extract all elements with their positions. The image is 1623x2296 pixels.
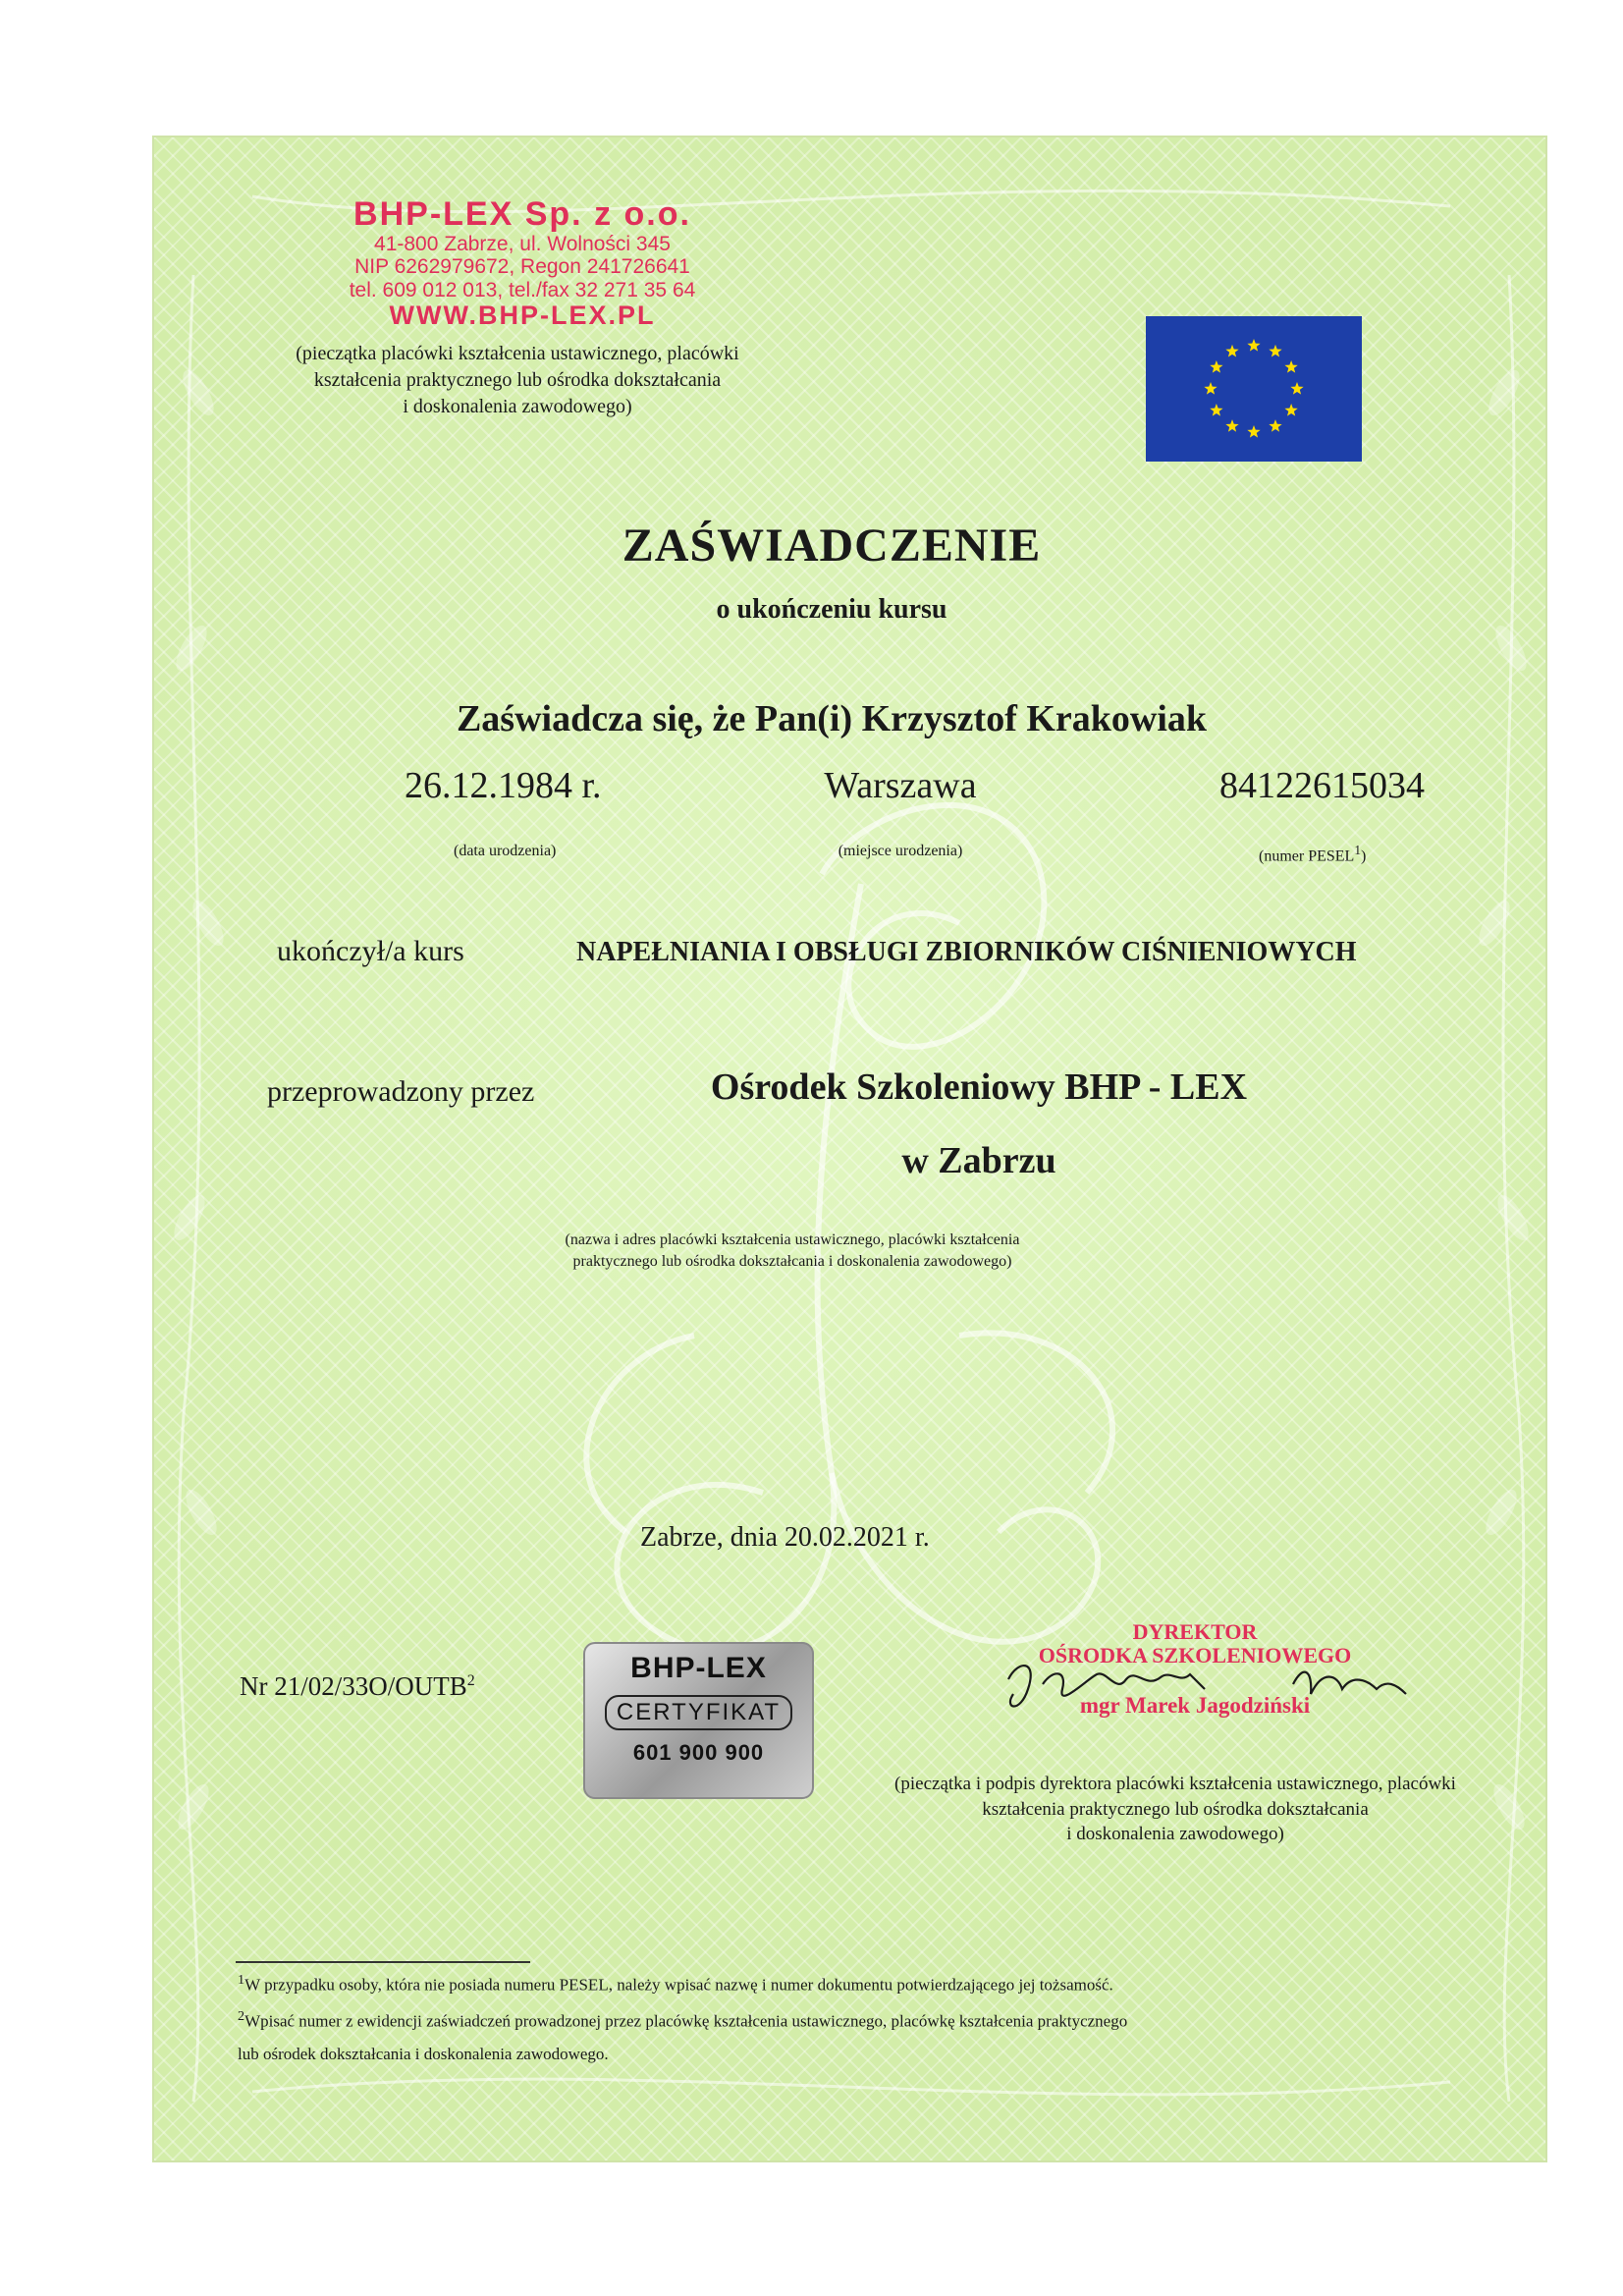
birth-place-label: (miejsce urodzenia) xyxy=(838,843,963,859)
stamp-address: 41-800 Zabrze, ul. Wolności 345 xyxy=(374,233,671,256)
place-date: Zabrze, dnia 20.02.2021 r. xyxy=(640,1522,930,1553)
stamp-caption-line: (pieczątka placówki kształcenia ustawicznego, placówki xyxy=(296,343,739,364)
certifies-line: Zaświadcza się, że Pan(i) Krzysztof Krakowiak xyxy=(456,698,1208,739)
pesel-label-text: (numer PESEL xyxy=(1259,847,1355,865)
footnote-2-continued: lub ośrodek dokształcania i doskonalenia zawodowego. xyxy=(238,2045,609,2063)
certificate-badge-icon xyxy=(583,1642,814,1799)
footnote-2-text: Wpisać numer z ewidencji zaświadczeń prowadzonej przez placówkę kształcenia ustawicznego, placówkę kształcenia praktycznego xyxy=(244,2011,1128,2031)
institution-name: Ośrodek Szkoleniowy BHP - LEX xyxy=(710,1066,1248,1108)
director-caption-line: (pieczątka i podpis dyrektora placówki kształcenia ustawicznego, placówki xyxy=(894,1774,1456,1794)
birth-date-value: 26.12.1984 r. xyxy=(405,765,602,806)
director-stamp-line: DYREKTOR xyxy=(1132,1619,1258,1644)
badge-brand: BHP-LEX xyxy=(630,1652,767,1684)
monogram-watermark-icon xyxy=(449,727,1332,1905)
company-stamp xyxy=(321,196,724,330)
institution-city: w Zabrzu xyxy=(901,1140,1056,1181)
director-caption-line: kształcenia praktycznego lub ośrodka dokształcania xyxy=(982,1798,1369,1820)
pesel-label-close: ) xyxy=(1361,847,1367,865)
stamp-ids: NIP 6262979672, Regon 241726641 xyxy=(354,255,690,279)
pesel-value: 84122615034 xyxy=(1219,765,1425,806)
institution-caption xyxy=(449,1230,1136,1274)
certificate-number-text: Nr 21/02/33O/OUTB xyxy=(240,1671,467,1701)
footnote-2-sup: 2 xyxy=(238,2008,245,2024)
certificate-number-sup: 2 xyxy=(466,1672,475,1689)
certificate-sheet xyxy=(152,136,1547,2162)
footnote-divider xyxy=(236,1961,530,1963)
eu-flag-icon xyxy=(1146,316,1362,462)
stamp-website: WWW.BHP-LEX.PL xyxy=(389,300,656,330)
birth-date-label: (data urodzenia) xyxy=(454,843,557,859)
institution-caption-line: praktycznego lub ośrodka dokształcania i doskonalenia zawodowego) xyxy=(572,1253,1012,1271)
stamp-caption-line: kształcenia praktycznego lub ośrodka dokształcania xyxy=(313,369,722,391)
pesel-label xyxy=(1259,843,1366,865)
stamp-caption xyxy=(272,341,763,420)
pesel-label-sup: 1 xyxy=(1354,843,1361,857)
badge-label: CERTYFIKAT xyxy=(605,1695,792,1730)
stamp-caption-line: i doskonalenia zawodowego) xyxy=(403,396,632,417)
director-stamp-name: mgr Marek Jagodziński xyxy=(1079,1693,1311,1719)
footnote-1-sup: 1 xyxy=(238,1972,245,1988)
completed-label: ukończył/a kurs xyxy=(277,935,464,967)
conducted-by-label: przeprowadzony przez xyxy=(267,1075,535,1108)
footnote-1-text: W przypadku osoby, która nie posiada numeru PESEL, należy wpisać nazwę i numer dokumentu potwierdzającego jej tożsamość. xyxy=(244,1975,1113,1995)
director-caption xyxy=(841,1772,1509,1847)
course-name: NAPEŁNIANIA I OBSŁUGI ZBIORNIKÓW CIŚNIENIOWYCH xyxy=(576,937,1357,967)
page-subtitle: o ukończeniu kursu xyxy=(716,594,947,625)
institution-caption-line: (nazwa i adres placówki kształcenia ustawicznego, placówki kształcenia xyxy=(565,1231,1020,1248)
birth-place-value: Warszawa xyxy=(824,765,977,806)
stamp-company: BHP-LEX Sp. z o.o. xyxy=(353,195,691,233)
stamp-phone: tel. 609 012 013, tel./fax 32 271 35 64 xyxy=(349,278,696,301)
signature-icon xyxy=(999,1650,1421,1728)
badge-phone: 601 900 900 xyxy=(632,1740,765,1765)
page-title: ZAŚWIADCZENIE xyxy=(622,519,1042,572)
footnote-1 xyxy=(238,1972,1113,1995)
director-stamp-line: OŚRODKA SZKOLENIOWEGO xyxy=(1038,1643,1352,1668)
certificate-number xyxy=(240,1671,475,1702)
director-caption-line: i doskonalenia zawodowego) xyxy=(1066,1824,1284,1845)
footnote-2 xyxy=(238,2008,1127,2032)
